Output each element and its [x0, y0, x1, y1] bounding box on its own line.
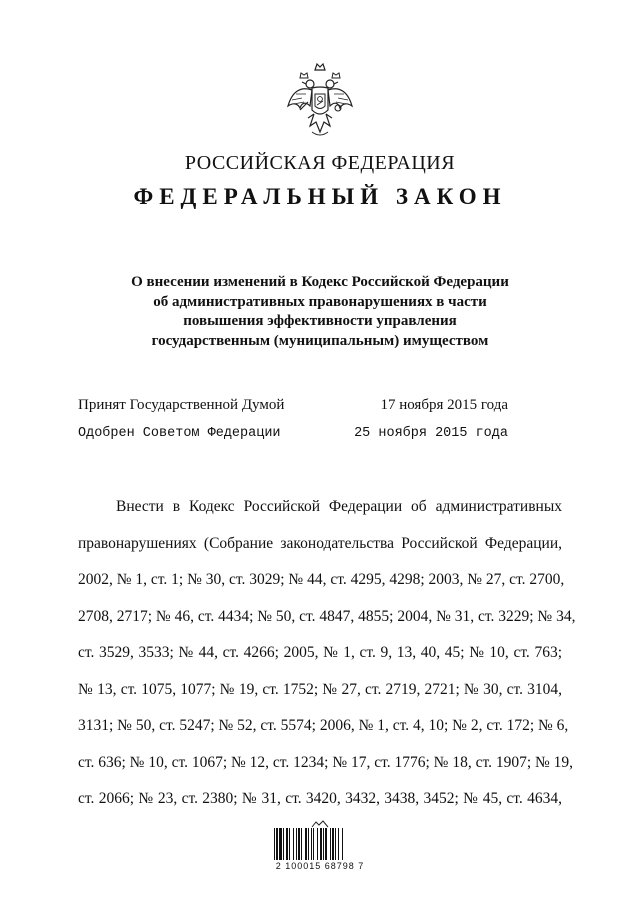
- barcode-mark-icon: [310, 820, 330, 828]
- body-line: ст. 3529, 3533; № 44, ст. 4266; 2005, № 1, ст. 9, 13, 40, 45; № 10, ст. 763;: [78, 644, 562, 661]
- law-title-line: об административных правонарушениях в части: [153, 293, 487, 310]
- body-line: № 13, ст. 1075, 1077; № 19, ст. 1752; № 27, ст. 2719, 2721; № 30, ст. 3104,: [78, 680, 562, 698]
- body-line: 3131; № 50, ст. 5247; № 52, ст. 5574; 2006, № 1, ст. 4, 10; № 2, ст. 172; № 6,: [78, 717, 569, 734]
- duma-adoption-date: 17 ноября 2015 года: [380, 397, 508, 413]
- barcode-block: [0, 820, 640, 871]
- body-line: ст. 2066; № 23, ст. 2380; № 31, ст. 3420, 3432, 3438, 3452; № 45, ст. 4634,: [78, 790, 562, 807]
- body-line: правонарушениях (Собрание законодательства Российской Федерации,: [78, 534, 562, 552]
- duma-adoption-row: [78, 397, 508, 417]
- body-line: Внести в Кодекс Российской Федерации об административных: [116, 498, 562, 515]
- council-approval-label: Одобрен Советом Федерации: [78, 426, 281, 441]
- barcode-icon: [273, 828, 367, 860]
- body-line: 2708, 2717; № 46, ст. 4434; № 50, ст. 4847, 4855; 2004, № 31, ст. 3229; № 34,: [78, 607, 576, 625]
- coat-of-arms-icon: [286, 62, 354, 140]
- duma-adoption-label: Принят Государственной Думой: [78, 397, 285, 413]
- council-approval-date: 25 ноября 2015 года: [354, 426, 508, 441]
- country-heading: РОССИЙСКАЯ ФЕДЕРАЦИЯ: [184, 152, 456, 174]
- law-title-line: О внесении изменений в Кодекс Российской Федерации: [131, 274, 509, 290]
- body-line: 2002, № 1, ст. 1; № 30, ст. 3029; № 44, ст. 4295, 4298; 2003, № 27, ст. 2700,: [78, 571, 565, 588]
- body-line: ст. 636; № 10, ст. 1067; № 12, ст. 1234; № 17, ст. 1776; № 18, ст. 1907; № 19,: [78, 753, 574, 771]
- law-title-line: повышения эффективности управления: [183, 313, 457, 329]
- law-title: [80, 273, 560, 351]
- council-approval-row: [78, 426, 508, 446]
- law-title-line: государственным (муниципальным) имуществом: [151, 332, 489, 349]
- body-paragraph: [78, 494, 576, 823]
- document-type-heading: ФЕДЕРАЛЬНЫЙ ЗАКОН: [133, 184, 507, 209]
- barcode-number: 2 100015 68798 7: [275, 861, 365, 871]
